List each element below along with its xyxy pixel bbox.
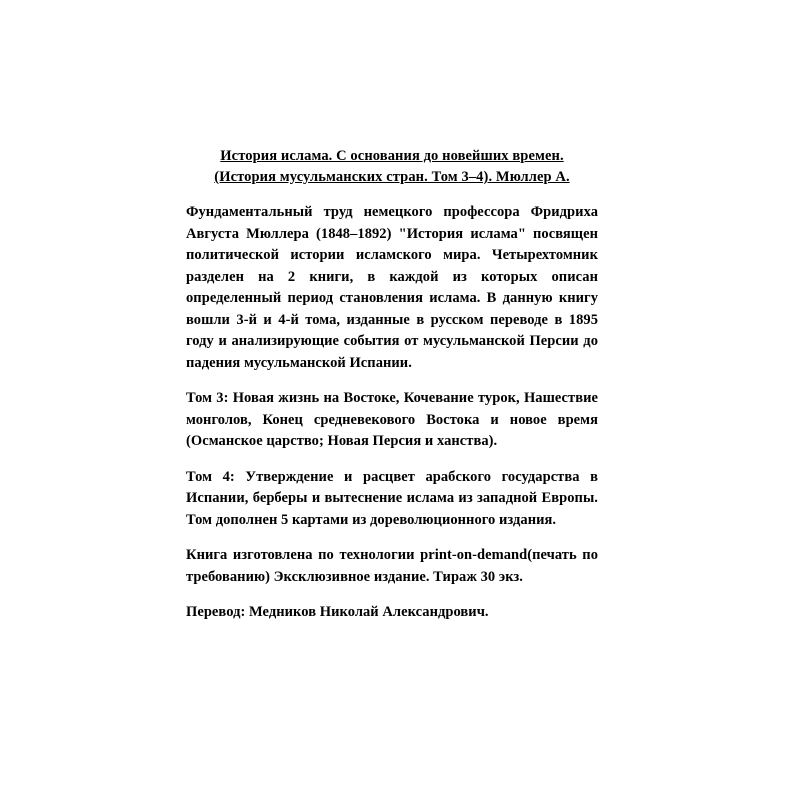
document-title-line-1: История ислама. С основания до новейших времен. [220, 148, 564, 164]
paragraph-description: Фундаментальный труд немецкого профессора Фридриха Августа Мюллера (1848–1892) "История ислама" посвящен политической истории исламского мира. Четырехтомник разделен на 2 книги, в каждой из которых описан определенный период становления ислама. В данную книгу вошли 3-й и 4-й тома, изданные в русском переводе в 1895 году и анализирующие события от мусульманской Персии до падения мусульманской Испании. [186, 204, 598, 371]
document-title-line-2: (История мусульманских стран. Том 3–4). Мюллер А. [214, 169, 570, 185]
document-content [186, 146, 598, 624]
paragraph-translator: Перевод: Медников Николай Александрович. [186, 604, 489, 620]
paragraph-print-on-demand: Книга изготовлена по технологии print-on-demand(печать по требованию) Эксклюзивное издание. Тираж 30 экз. [186, 547, 598, 585]
paragraph-volume-4: Том 4: Утверждение и расцвет арабского государства в Испании, берберы и вытеснение ислама из западной Европы. Том дополнен 5 картами из дореволюционного издания. [186, 468, 598, 528]
paragraph-volume-3: Том 3: Новая жизнь на Востоке, Кочевание турок, Нашествие монголов, Конец средневекового Востока и новое время (Османское царство; Новая Персия и ханства). [186, 390, 598, 449]
document-title [186, 146, 598, 188]
